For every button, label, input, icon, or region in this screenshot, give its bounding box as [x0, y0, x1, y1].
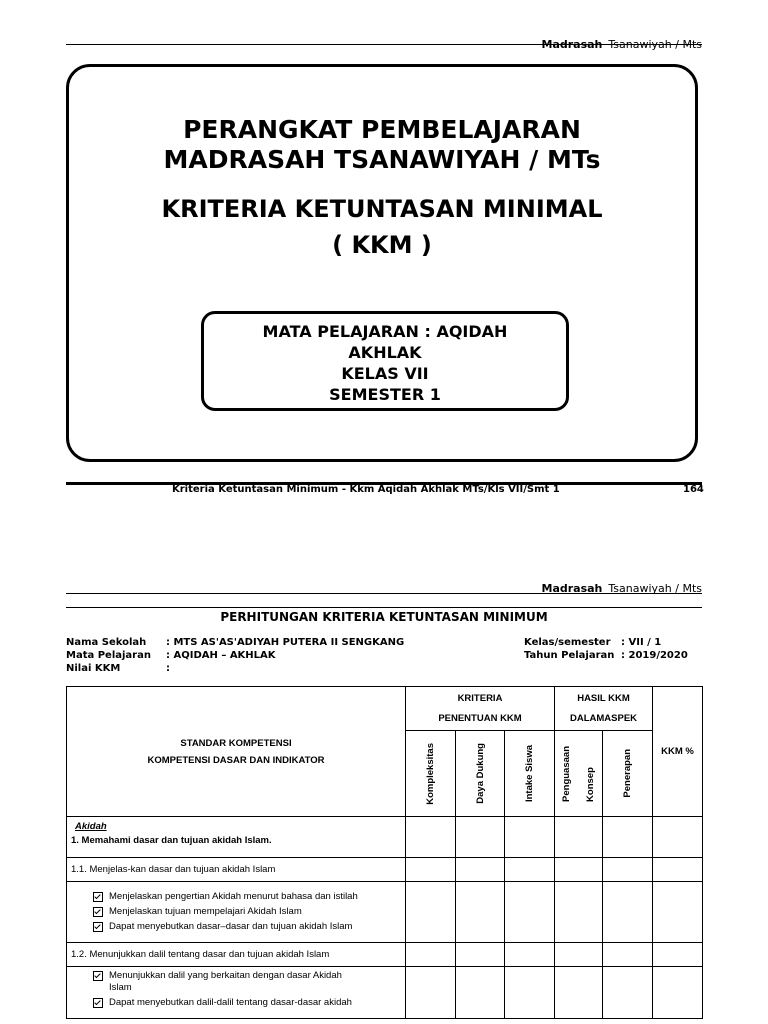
nama-sekolah-value: : MTS AS'AS'ADIYAH PUTERA II SENGKANG [166, 637, 405, 648]
kompleksitas-label: Kompleksitas [425, 742, 436, 805]
nilai-label: Nilai KKM [66, 663, 121, 674]
penguasaan-line-1: Penguasaan [561, 745, 573, 802]
header-penerapan [603, 731, 653, 817]
checkbox-icon [93, 922, 103, 932]
penguasaan-line-2: Konsep [584, 766, 596, 802]
indicator-text: Menjelaskan pengertian Akidah menurut bahasa dan istilah [109, 891, 358, 902]
nilai-value: : [166, 663, 170, 674]
section-title: PERHITUNGAN KRITERIA KETUNTASAN MINIMUM [66, 607, 702, 624]
table-row [67, 882, 703, 943]
kkm-table [66, 686, 703, 1019]
kd-1-1: 1.1. Menjelas-kan dasar dan tujuan akidah Islam [67, 858, 406, 882]
subject-line-1: MATA PELAJARAN : AQIDAH [262, 322, 508, 341]
sk-cell [67, 817, 406, 858]
header-kkm-percent: KKM % [653, 687, 703, 817]
cover-frame [66, 64, 698, 462]
subject-box [201, 311, 569, 411]
sk-header-line-1: STANDAR KOMPETENSI [180, 737, 292, 749]
subtitle-line-2: ( KKM ) [332, 231, 432, 259]
indicator-item [67, 906, 405, 921]
table-row [67, 943, 703, 967]
indicator-text: Dapat menyebutkan dasar–dasar dan tujuan akidah Islam [109, 921, 353, 932]
header-daya-dukung [456, 731, 505, 817]
table-row [67, 817, 703, 858]
kelas-value: : VII / 1 [621, 637, 662, 648]
semester-label: SEMESTER 1 [329, 385, 441, 404]
title-line-1: PERANGKAT PEMBELAJARAN [183, 115, 581, 144]
header-rest: Tsanawiyah / Mts [608, 38, 702, 51]
indicator-text: Menunjukkan dalil yang berkaitan dengan dasar Akidah Islam [109, 970, 342, 993]
mapel-label: Mata Pelajaran [66, 650, 151, 661]
hasil-line-2: DALAMASPEK [570, 712, 638, 724]
checkbox-icon [93, 892, 103, 902]
info-block [66, 636, 706, 676]
kriteria-line-1: KRITERIA [457, 692, 503, 704]
indicator-item [67, 997, 405, 1012]
tahun-label: Tahun Pelajaran [524, 650, 615, 661]
subject-line-2: AKHLAK [348, 343, 422, 362]
checkbox-icon [93, 907, 103, 917]
indicator-item [67, 921, 405, 936]
indicators-1-2 [67, 967, 406, 1019]
hasil-line-1: HASIL KKM [577, 692, 630, 704]
intake-label: Intake Siswa [524, 744, 535, 803]
header-kompleksitas [406, 731, 456, 817]
cover-title [69, 115, 695, 175]
daya-dukung-label: Daya Dukung [474, 743, 486, 804]
indicator-text: Dapat menyebutkan dalil-dalil tentang dasar-dasar akidah [109, 997, 352, 1008]
title-line-2: MADRASAH TSANAWIYAH / MTs [163, 145, 601, 174]
tahun-value: : 2019/2020 [621, 650, 688, 661]
footer-text: Kriteria Ketuntasan Minimum - Kkm Aqidah Akhlak MTs/Kls VII/Smt 1 [172, 484, 560, 495]
class-label: KELAS VII [341, 364, 429, 383]
sk-header-line-2: KOMPETENSI DASAR DAN INDIKATOR [147, 754, 325, 766]
header-bold: Madrasah [541, 38, 603, 51]
indicators-1-1 [67, 882, 406, 943]
indicator-item [67, 888, 405, 906]
checkbox-icon [93, 998, 103, 1008]
header-hasil-kkm [555, 687, 653, 731]
page-number: 164 [683, 484, 704, 495]
header-rest-2: Tsanawiyah / Mts [608, 582, 702, 595]
header-penguasaan [555, 731, 603, 817]
running-header [542, 38, 703, 51]
header-standar-kompetensi [67, 687, 406, 817]
running-header-2 [542, 582, 703, 595]
table-row [67, 858, 703, 882]
kd-1-2: 1.2. Menunjukkan dalil tentang dasar dan tujuan akidah Islam [67, 943, 406, 967]
header-kriteria [406, 687, 555, 731]
table-row [67, 967, 703, 1019]
sk-1: 1. Memahami dasar dan tujuan akidah Islam. [71, 835, 272, 846]
mapel-value: : AQIDAH – AKHLAK [166, 650, 276, 661]
penerapan-label: Penerapan [622, 749, 634, 798]
header-intake [505, 731, 555, 817]
indicator-item [67, 967, 405, 997]
indicator-text: Menjelaskan tujuan mempelajari Akidah Islam [109, 906, 302, 917]
cover-subtitle [69, 191, 695, 263]
kriteria-line-2: PENENTUAN KKM [438, 712, 522, 724]
header-bold-2: Madrasah [541, 582, 603, 595]
nama-sekolah-label: Nama Sekolah [66, 637, 147, 648]
kelas-label: Kelas/semester [524, 637, 611, 648]
section-label: Akidah [75, 821, 107, 832]
subtitle-line-1: KRITERIA KETUNTASAN MINIMAL [161, 195, 603, 223]
checkbox-icon [93, 971, 103, 981]
